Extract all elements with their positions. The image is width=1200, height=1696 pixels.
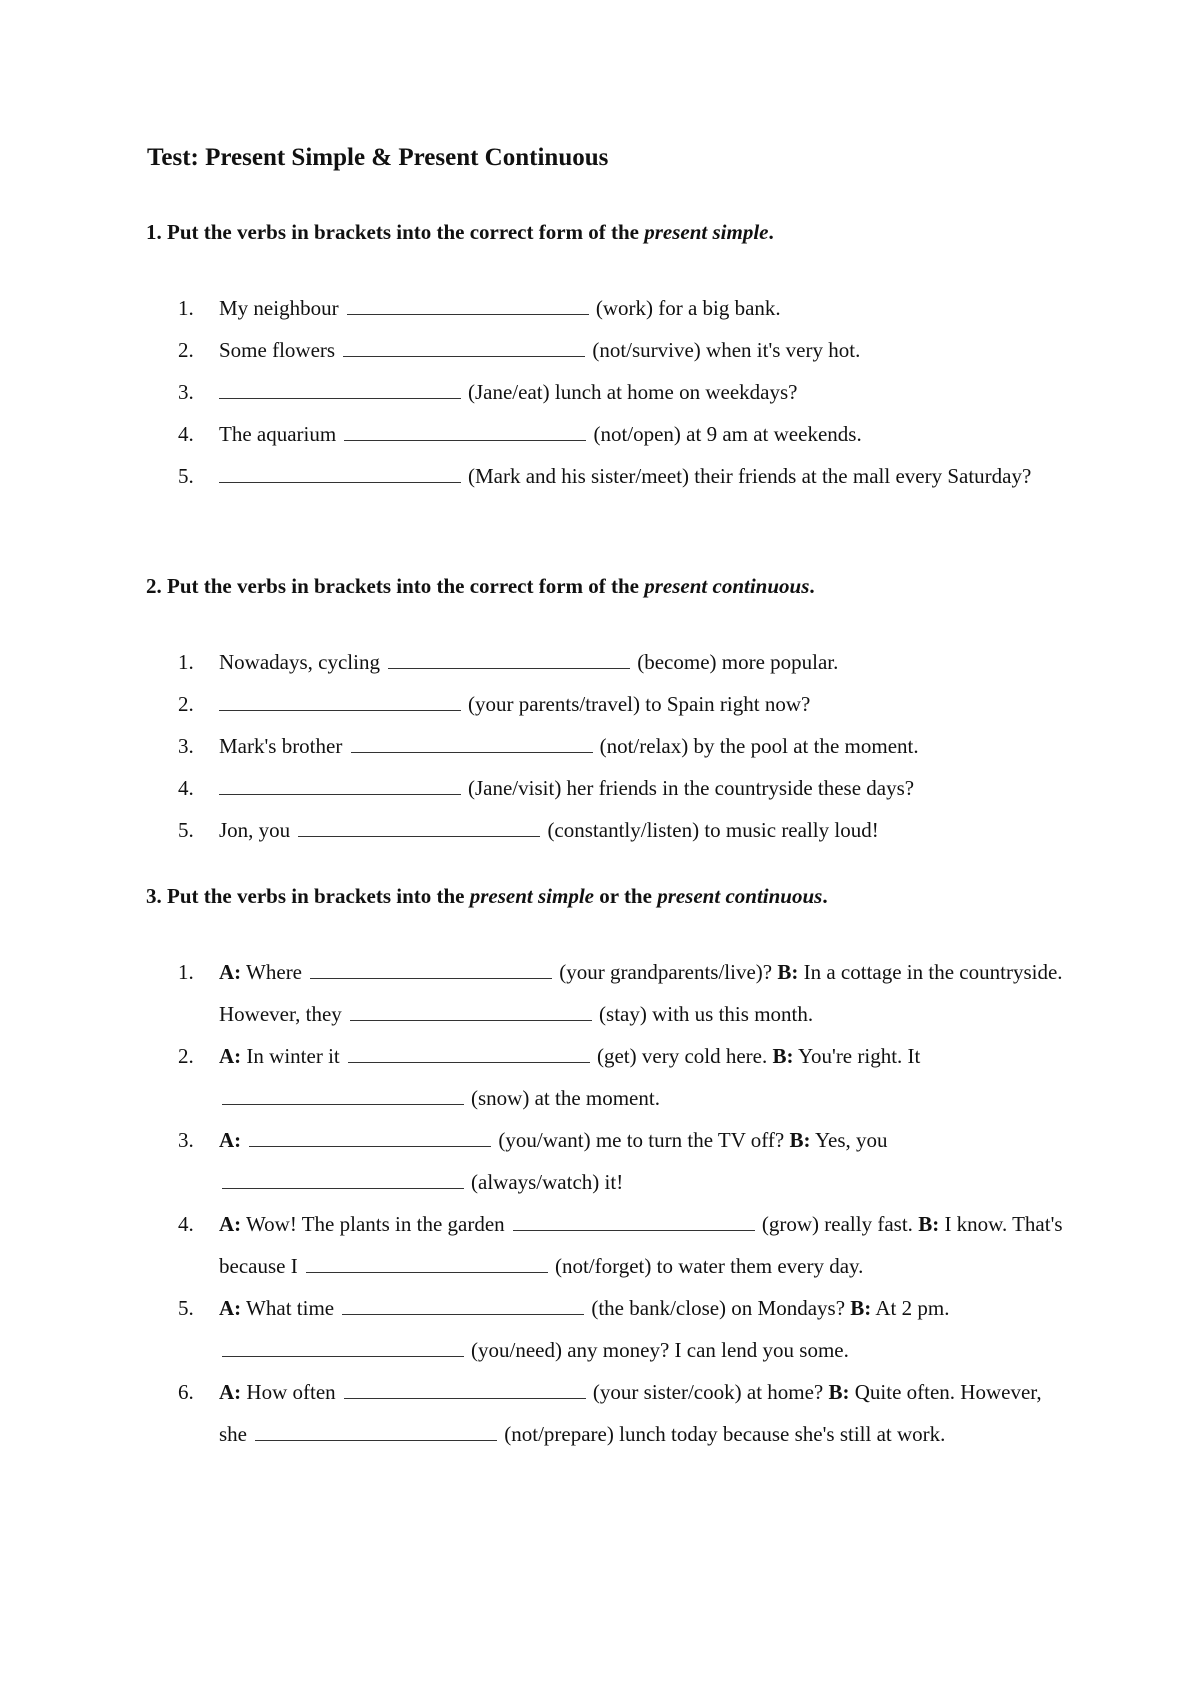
- section-2-heading-end: .: [809, 574, 815, 598]
- speaker-b-label: B:: [789, 1128, 811, 1152]
- list-item: [0, 287, 1200, 329]
- item-number: 3.: [178, 734, 194, 758]
- section-1-heading-text: 1. Put the verbs in brackets into the correct form of the: [146, 220, 645, 244]
- item-text: (Jane/visit) her friends in the countryside these days?: [468, 776, 915, 800]
- section-1-heading: [146, 220, 774, 245]
- answer-blank[interactable]: [351, 751, 593, 753]
- item-number: 4.: [178, 422, 194, 446]
- item-text: Nowadays, cycling: [219, 650, 380, 674]
- section-2-heading-text: 2. Put the verbs in brackets into the correct form of the: [146, 574, 645, 598]
- item-text: (constantly/listen) to music really loud!: [547, 818, 879, 842]
- item-text: Yes, you: [814, 1128, 888, 1152]
- item-number: 3.: [178, 1128, 194, 1152]
- item-text: You're right. It: [797, 1044, 921, 1068]
- item-text: Where: [246, 960, 303, 984]
- item-text: (get) very cold here.: [596, 1044, 768, 1068]
- item-number: 3.: [178, 380, 194, 404]
- item-text: Some flowers: [219, 338, 336, 362]
- item-number: 4.: [178, 1212, 194, 1236]
- speaker-a-label: A:: [219, 1128, 242, 1152]
- answer-blank[interactable]: [348, 1061, 590, 1063]
- section-1-heading-end: .: [768, 220, 774, 244]
- section-3-heading-end: .: [822, 884, 828, 908]
- item-text: (not/relax) by the pool at the moment.: [599, 734, 919, 758]
- item-number: 5.: [178, 464, 194, 488]
- answer-blank[interactable]: [310, 977, 552, 979]
- item-text: (not/forget) to water them every day.: [554, 1254, 864, 1278]
- item-number: 1.: [178, 960, 194, 984]
- section-1-list: [0, 287, 1200, 497]
- list-item: [0, 1287, 1200, 1371]
- list-item: [0, 809, 1200, 851]
- speaker-b-label: B:: [777, 960, 799, 984]
- list-item: [0, 641, 1200, 683]
- answer-blank[interactable]: [343, 355, 585, 357]
- answer-blank[interactable]: [219, 481, 461, 483]
- answer-blank[interactable]: [347, 313, 589, 315]
- item-text: (not/open) at 9 am at weekends.: [593, 422, 862, 446]
- item-text: In winter it: [246, 1044, 340, 1068]
- list-item: [0, 767, 1200, 809]
- answer-blank[interactable]: [342, 1313, 584, 1315]
- item-number: 1.: [178, 650, 194, 674]
- list-item: [0, 329, 1200, 371]
- answer-blank[interactable]: [350, 1019, 592, 1021]
- answer-blank[interactable]: [388, 667, 630, 669]
- item-text: (you/need) any money? I can lend you some.: [471, 1338, 849, 1362]
- item-text: (not/prepare) lunch today because she's still at work.: [504, 1422, 946, 1446]
- answer-blank[interactable]: [222, 1187, 464, 1189]
- item-text: (your sister/cook) at home?: [592, 1380, 824, 1404]
- list-item: [0, 1203, 1200, 1287]
- answer-blank[interactable]: [219, 793, 461, 795]
- answer-blank[interactable]: [222, 1103, 464, 1105]
- answer-blank[interactable]: [222, 1355, 464, 1357]
- answer-blank[interactable]: [344, 439, 586, 441]
- item-text: (Mark and his sister/meet) their friends at the mall every Saturday?: [468, 464, 1032, 488]
- item-text: Quite often. However, she: [219, 1380, 1042, 1446]
- item-text: (always/watch) it!: [471, 1170, 624, 1194]
- section-3-heading-mid: or the: [594, 884, 658, 908]
- item-text: (become) more popular.: [637, 650, 839, 674]
- answer-blank[interactable]: [249, 1145, 491, 1147]
- item-number: 2.: [178, 1044, 194, 1068]
- item-text: (snow) at the moment.: [471, 1086, 660, 1110]
- speaker-b-label: B:: [850, 1296, 872, 1320]
- answer-blank[interactable]: [344, 1397, 586, 1399]
- section-3-heading: [146, 884, 828, 909]
- list-item: [0, 951, 1200, 1035]
- section-3-list: [0, 951, 1200, 1455]
- item-number: 2.: [178, 692, 194, 716]
- speaker-a-label: A:: [219, 1380, 242, 1404]
- section-2-heading-emphasis: present continuous: [644, 574, 810, 598]
- item-text: Wow! The plants in the garden: [246, 1212, 505, 1236]
- item-text: (you/want) me to turn the TV off?: [498, 1128, 785, 1152]
- section-3-heading-text: 3. Put the verbs in brackets into the: [146, 884, 470, 908]
- speaker-a-label: A:: [219, 1296, 242, 1320]
- list-item: [0, 1371, 1200, 1455]
- page-title: Test: Present Simple & Present Continuous: [147, 144, 609, 171]
- list-item: [0, 455, 1200, 497]
- answer-blank[interactable]: [219, 709, 461, 711]
- answer-blank[interactable]: [298, 835, 540, 837]
- answer-blank[interactable]: [306, 1271, 548, 1273]
- answer-blank[interactable]: [513, 1229, 755, 1231]
- answer-blank[interactable]: [255, 1439, 497, 1441]
- item-text: The aquarium: [219, 422, 337, 446]
- speaker-b-label: B:: [828, 1380, 850, 1404]
- speaker-a-label: A:: [219, 960, 242, 984]
- item-text: I know. That's because I: [219, 1212, 1063, 1278]
- speaker-a-label: A:: [219, 1044, 242, 1068]
- list-item: [0, 1119, 1200, 1203]
- list-item: [0, 371, 1200, 413]
- item-text: How often: [246, 1380, 336, 1404]
- item-text: Mark's brother: [219, 734, 343, 758]
- item-text: (stay) with us this month.: [599, 1002, 814, 1026]
- item-text: In a cottage in the countryside. However, they: [219, 960, 1063, 1026]
- item-text: (work) for a big bank.: [595, 296, 781, 320]
- speaker-b-label: B:: [918, 1212, 940, 1236]
- speaker-b-label: B:: [772, 1044, 794, 1068]
- item-text: (your parents/travel) to Spain right now?: [468, 692, 811, 716]
- item-text: At 2 pm.: [875, 1296, 950, 1320]
- item-number: 1.: [178, 296, 194, 320]
- list-item: [0, 413, 1200, 455]
- section-1-heading-emphasis: present simple: [644, 220, 769, 244]
- item-text: Jon, you: [219, 818, 291, 842]
- item-text: What time: [246, 1296, 335, 1320]
- item-text: (your grandparents/live)?: [559, 960, 773, 984]
- item-number: 2.: [178, 338, 194, 362]
- section-2-heading: [146, 574, 815, 599]
- section-3-heading-emphasis: present simple: [469, 884, 594, 908]
- item-number: 5.: [178, 818, 194, 842]
- item-text: (grow) really fast.: [761, 1212, 913, 1236]
- item-text: My neighbour: [219, 296, 339, 320]
- list-item: [0, 1035, 1200, 1119]
- speaker-a-label: A:: [219, 1212, 242, 1236]
- item-number: 6.: [178, 1380, 194, 1404]
- list-item: [0, 725, 1200, 767]
- section-2-list: [0, 641, 1200, 851]
- list-item: [0, 683, 1200, 725]
- item-number: 4.: [178, 776, 194, 800]
- item-text: (the bank/close) on Mondays?: [591, 1296, 846, 1320]
- answer-blank[interactable]: [219, 397, 461, 399]
- item-number: 5.: [178, 1296, 194, 1320]
- item-text: (not/survive) when it's very hot.: [592, 338, 861, 362]
- section-3-heading-emphasis-2: present continuous: [657, 884, 823, 908]
- item-text: (Jane/eat) lunch at home on weekdays?: [468, 380, 798, 404]
